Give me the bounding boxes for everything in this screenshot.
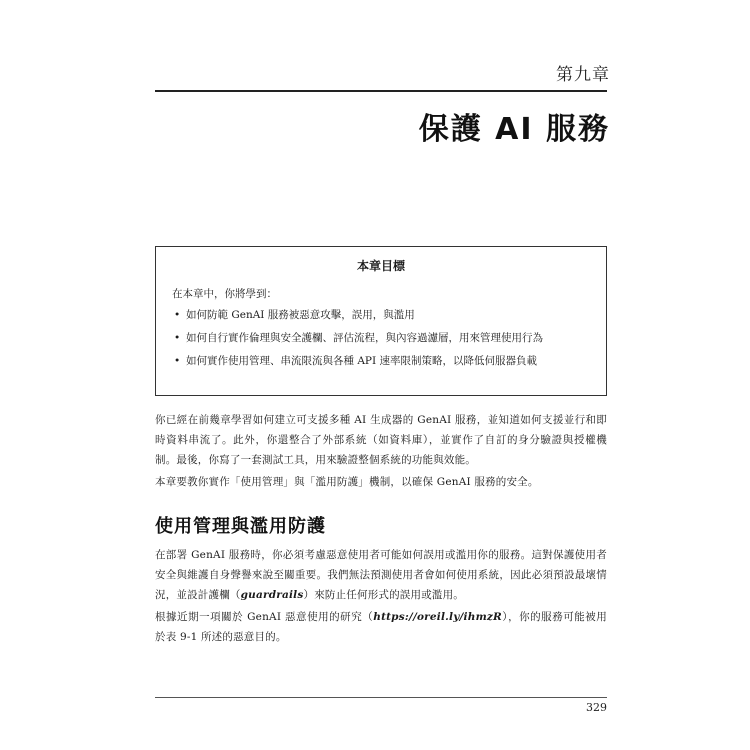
objectives-list — [172, 307, 590, 370]
paragraph-text: ）來防止任何形式的誤用或濫用。 — [303, 589, 464, 601]
footer-rule — [155, 697, 607, 698]
section-heading: 使用管理與濫用防護 — [155, 516, 326, 537]
chapter-label: 第九章 — [556, 65, 610, 85]
objective-item: • 如何防範 GenAI 服務被惡意攻擊，誤用，與濫用 — [172, 307, 590, 324]
chapter-objectives-box — [155, 246, 607, 396]
objectives-heading: 本章目標 — [356, 259, 405, 273]
guardrails-term: guardrails — [240, 589, 304, 601]
objective-item: • 如何自行實作倫理與安全護欄、評估流程，與內容過濾層，用來管理使用行為 — [172, 330, 590, 347]
paragraph-text: 在部署 GenAI 服務時，你必須考慮惡意使用者可能如何誤用或濫用你的服務。這對保護使用者安全與維護自身聲譽來說至關重要。我們無法預測使用者會如何使用系統，因此必須預設最壞情況，並設計護欄（ — [155, 549, 607, 601]
section-paragraph-2 — [155, 607, 607, 647]
paragraph-text: 根據近期一項關於 GenAI 惡意使用的研究（ — [155, 611, 374, 623]
chapter-goal-paragraph: 本章要教你實作「使用管理」與「濫用防護」機制，以確保 GenAI 服務的安全。 — [155, 476, 539, 488]
intro-paragraph: 你已經在前幾章學習如何建立可支援多種 AI 生成器的 GenAI 服務，並知道如何支援並行和即時資料串流了。此外，你還整合了外部系統（如資料庫），並實作了自訂的身分驗證與授權機制。最後，你寫了一套測試工具，用來驗證整個系統的功能與效能。 — [155, 414, 607, 466]
paragraph-text: ），你的服務可能被用於表 9-1 所述的惡意目的。 — [155, 611, 607, 643]
chapter-title: 保護 AI 服務 — [418, 112, 610, 147]
objectives-intro: 在本章中，你將學到： — [172, 288, 277, 300]
page-number: 329 — [586, 701, 607, 714]
section-paragraph-1 — [155, 545, 607, 605]
chapter-rule — [155, 90, 607, 92]
objective-item: • 如何實作使用管理、串流限流與各種 API 速率限制策略，以降低伺服器負載 — [172, 353, 590, 370]
reference-link[interactable]: https://oreil.ly/ihmzR — [373, 611, 502, 623]
